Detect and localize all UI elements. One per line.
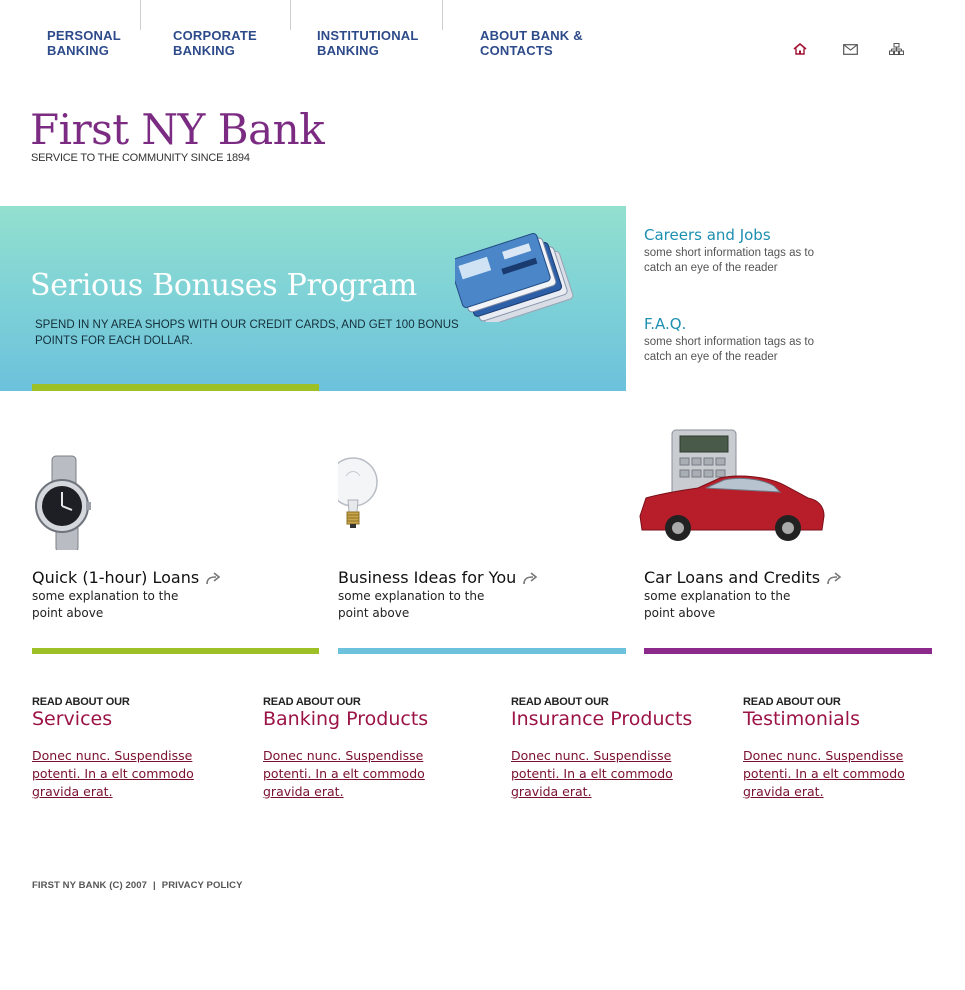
arrow-icon — [205, 572, 221, 586]
feature-title-text: Car Loans and Credits — [644, 568, 821, 587]
credit-cards-image — [455, 232, 595, 326]
read-testimonials — [743, 696, 953, 801]
banking-products-link[interactable]: Banking Products — [263, 708, 429, 730]
services-text-link[interactable]: Donec nunc. Suspendisse potenti. In a elt commodo gravida erat. — [32, 748, 194, 799]
footer-separator: | — [153, 880, 156, 891]
arrow-icon — [522, 572, 538, 586]
nav-label: BANKING — [173, 43, 236, 58]
careers-desc: some short information tags as to catch an eye of the reader — [644, 247, 815, 274]
car-calculator-image — [638, 420, 928, 550]
feature-desc: some explanation to the point above — [644, 589, 791, 620]
light-bulb-image — [338, 420, 628, 550]
nav-personal-banking[interactable] — [47, 28, 121, 58]
read-kicker: READ ABOUT OUR — [511, 696, 609, 708]
nav-about-bank-contacts[interactable] — [480, 28, 583, 58]
insurance-products-link[interactable]: Insurance Products — [511, 708, 693, 730]
promo-banner[interactable] — [0, 206, 626, 391]
nav-label: BANKING — [317, 43, 380, 58]
faq-link[interactable]: F.A.Q. — [644, 315, 687, 333]
feature-title-text: Business Ideas for You — [338, 568, 517, 587]
feature-accent-bar — [338, 648, 626, 654]
feature-desc: some explanation to the point above — [338, 589, 485, 620]
nav-label: PERSONAL — [47, 28, 121, 43]
nav-corporate-banking[interactable] — [173, 28, 257, 58]
sitemap-icon[interactable] — [888, 42, 904, 56]
faq-desc: some short information tags as to catch an eye of the reader — [644, 336, 815, 363]
feature-title[interactable] — [644, 568, 842, 587]
banner-title: Serious Bonuses Program — [30, 268, 417, 303]
home-icon[interactable] — [792, 42, 808, 56]
footer — [32, 880, 243, 891]
testimonials-link[interactable]: Testimonials — [743, 708, 860, 730]
arrow-icon — [826, 572, 842, 586]
feature-title-text: Quick (1-hour) Loans — [32, 568, 200, 587]
mail-icon[interactable] — [842, 42, 858, 56]
feature-accent-bar — [32, 648, 319, 654]
feature-title[interactable] — [338, 568, 538, 587]
feature-car-loans — [638, 420, 928, 660]
read-services — [32, 696, 242, 801]
nav-label: CORPORATE — [173, 28, 257, 43]
feature-desc: some explanation to the point above — [32, 589, 179, 620]
read-kicker: READ ABOUT OUR — [32, 696, 130, 708]
careers-link[interactable]: Careers and Jobs — [644, 226, 771, 244]
feature-quick-loans — [32, 420, 322, 660]
read-banking-products — [263, 696, 473, 801]
read-insurance-products — [511, 696, 721, 801]
nav-divider — [290, 0, 291, 30]
services-link[interactable]: Services — [32, 708, 113, 730]
nav-label: INSTITUTIONAL — [317, 28, 419, 43]
nav-divider — [140, 0, 141, 30]
banner-accent-bar — [32, 384, 319, 391]
read-kicker: READ ABOUT OUR — [263, 696, 361, 708]
privacy-policy-link[interactable]: PRIVACY POLICY — [161, 880, 243, 891]
sidebar-faq — [644, 315, 944, 365]
watch-image — [32, 420, 322, 550]
insurance-products-text-link[interactable]: Donec nunc. Suspendisse potenti. In a elt commodo gravida erat. — [511, 748, 673, 799]
feature-title[interactable] — [32, 568, 221, 587]
sidebar-careers — [644, 226, 944, 276]
footer-copyright: FIRST NY BANK (C) 2007 — [32, 880, 147, 891]
banking-products-text-link[interactable]: Donec nunc. Suspendisse potenti. In a elt commodo gravida erat. — [263, 748, 425, 799]
nav-label: BANKING — [47, 43, 110, 58]
testimonials-text-link[interactable]: Donec nunc. Suspendisse potenti. In a elt commodo gravida erat. — [743, 748, 905, 799]
feature-accent-bar — [644, 648, 932, 654]
nav-institutional-banking[interactable] — [317, 28, 419, 58]
nav-divider — [442, 0, 443, 30]
logo-tagline: SERVICE TO THE COMMUNITY SINCE 1894 — [31, 152, 250, 164]
banner-text: SPEND IN NY AREA SHOPS WITH OUR CREDIT CARDS, AND GET 100 BONUS POINTS FOR EACH DOLLAR. — [35, 319, 459, 347]
nav-label: ABOUT BANK & — [480, 28, 583, 43]
logo-title[interactable]: First NY Bank — [30, 105, 325, 154]
nav-label: CONTACTS — [480, 43, 553, 58]
read-kicker: READ ABOUT OUR — [743, 696, 841, 708]
feature-business-ideas — [338, 420, 628, 660]
